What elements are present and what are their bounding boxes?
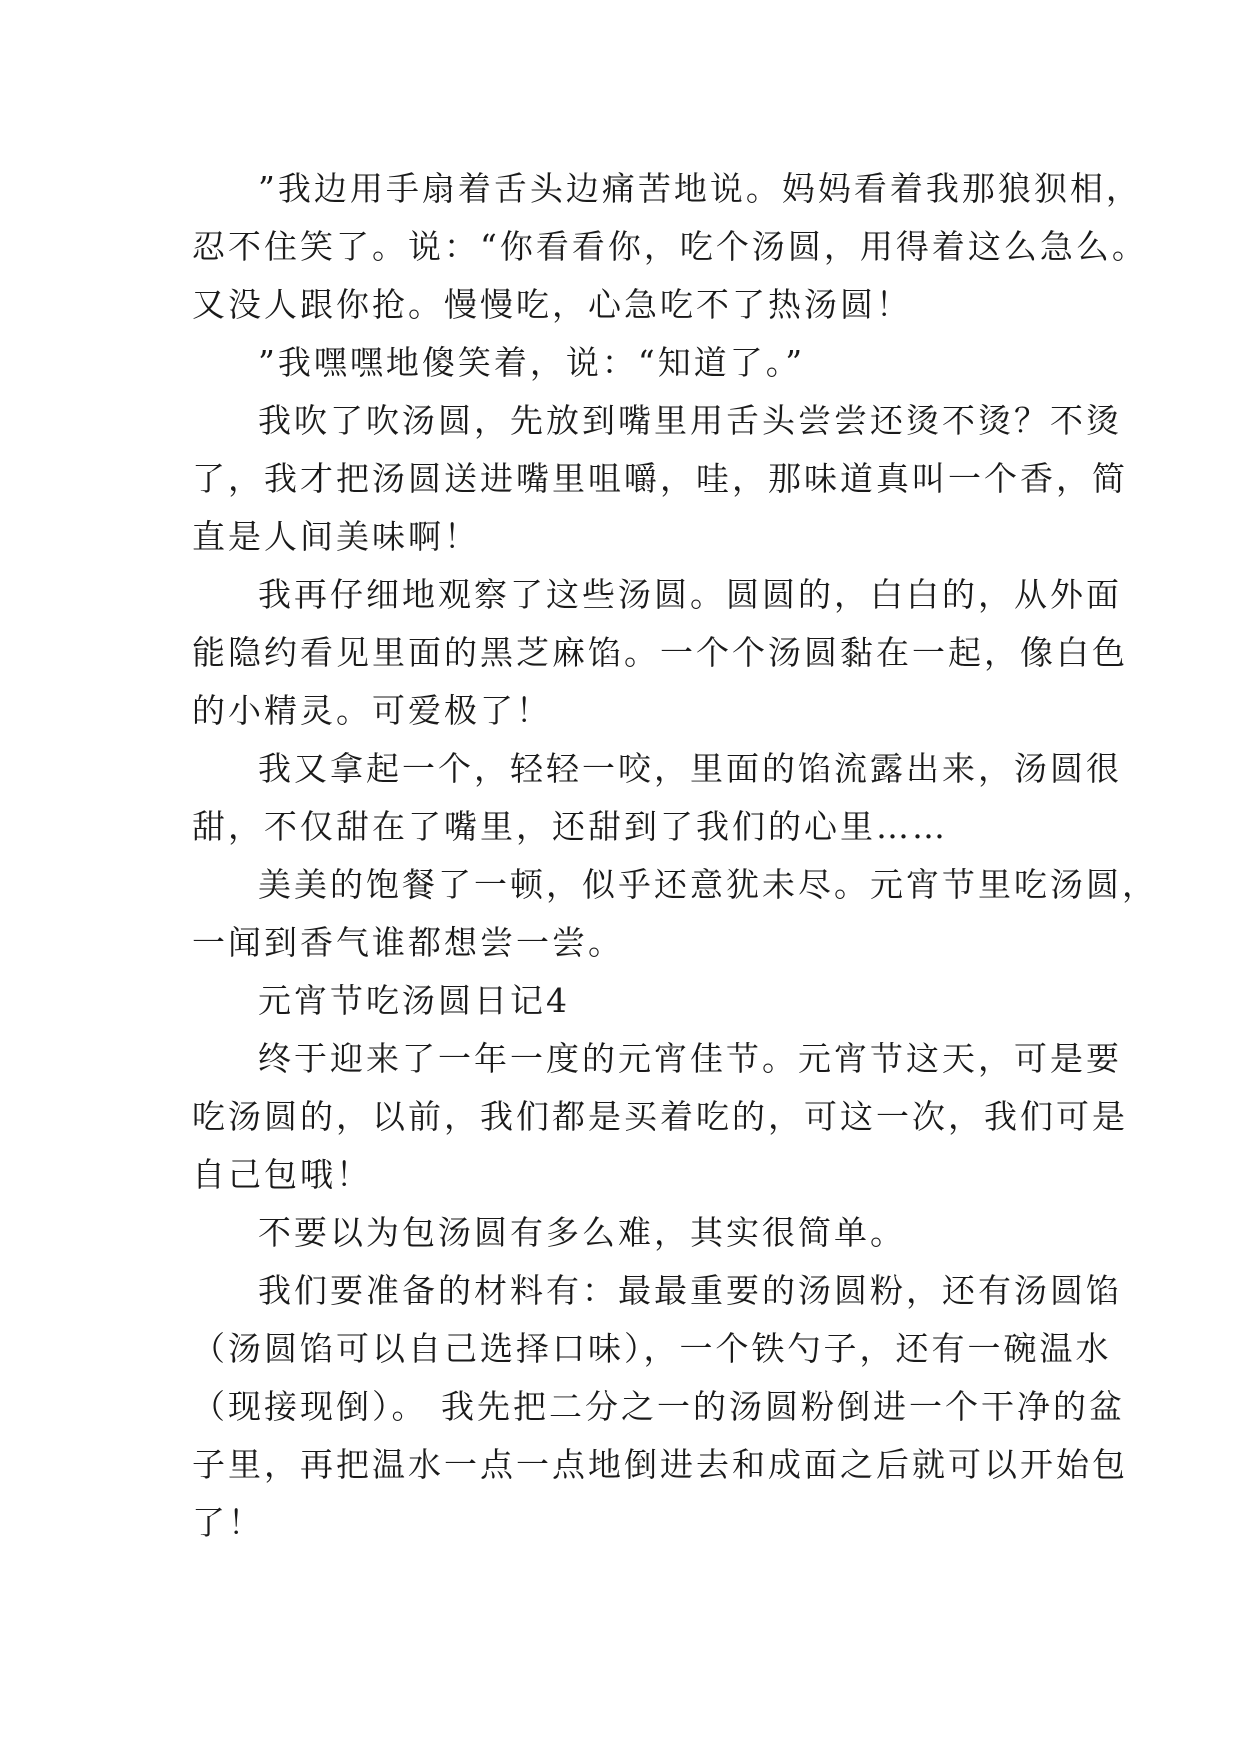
text-line: 子里，再把温水一点一点地倒进去和成面之后就可以开始包 — [192, 1445, 1128, 1484]
text-line: （汤圆馅可以自己选择口味），一个铁勺子，还有一碗温水 — [192, 1329, 1112, 1368]
text-line: （现接现倒）。 我先把二分之一的汤圆粉倒进一个干净的盆 — [192, 1387, 1125, 1426]
text-line: 了，我才把汤圆送进嘴里咀嚼，哇，那味道真叫一个香，简 — [192, 459, 1128, 498]
text-line: 了！ — [192, 1503, 264, 1542]
text-line: 终于迎来了一年一度的元宵佳节。元宵节这天，可是要 — [258, 1039, 1122, 1078]
text-line: 能隐约看见里面的黑芝麻馅。一个个汤圆黏在一起，像白色 — [192, 633, 1128, 672]
text-line: 的小精灵。可爱极了！ — [192, 691, 552, 730]
text-line: ”我嘿嘿地傻笑着，说：“知道了。” — [258, 343, 806, 382]
text-line: 我们要准备的材料有：最最重要的汤圆粉，还有汤圆馅 — [258, 1271, 1122, 1310]
text-line: 自己包哦！ — [192, 1155, 372, 1194]
text-line: 一闻到香气谁都想尝一尝。 — [192, 923, 624, 962]
text-line: 甜，不仅甜在了嘴里，还甜到了我们的心里…… — [192, 807, 948, 846]
document-body — [192, 160, 1158, 1552]
text-line: 直是人间美味啊！ — [192, 517, 480, 556]
text-line: 忍不住笑了。说：“你看看你，吃个汤圆，用得着这么急么。 — [192, 227, 1148, 266]
text-line: 元宵节吃汤圆日记4 — [258, 981, 570, 1020]
text-line: 美美的饱餐了一顿，似乎还意犹未尽。元宵节里吃汤圆， — [258, 865, 1158, 904]
text-line: 我再仔细地观察了这些汤圆。圆圆的，白白的，从外面 — [258, 575, 1122, 614]
text-line: 我吹了吹汤圆，先放到嘴里用舌头尝尝还烫不烫？不烫 — [258, 401, 1122, 440]
text-line: ”我边用手扇着舌头边痛苦地说。妈妈看着我那狼狈相， — [258, 169, 1142, 208]
text-line: 吃汤圆的，以前，我们都是买着吃的，可这一次，我们可是 — [192, 1097, 1128, 1136]
text-line: 又没人跟你抢。慢慢吃，心急吃不了热汤圆！ — [192, 285, 912, 324]
text-line: 我又拿起一个，轻轻一咬，里面的馅流露出来，汤圆很 — [258, 749, 1122, 788]
text-line: 不要以为包汤圆有多么难，其实很简单。 — [258, 1213, 906, 1252]
